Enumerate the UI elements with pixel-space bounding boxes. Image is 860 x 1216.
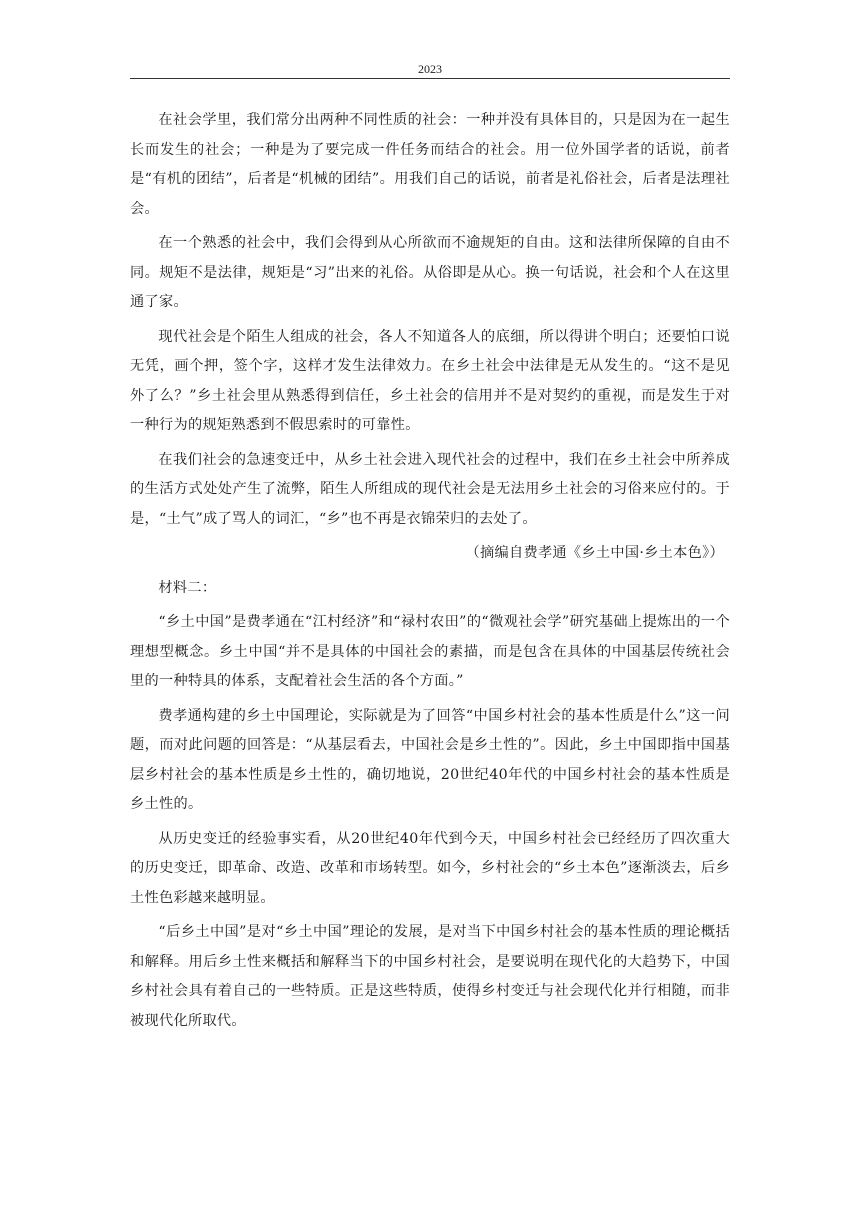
material2-paragraph-2: 费孝通构建的乡土中国理论，实际就是为了回答“中国乡村社会的基本性质是什么”这一问题，而对此问题的回答是：“从基层看去，中国社会是乡土性的”。因此，乡土中国即指中国基层乡村社会的基本性质是乡土性的，确切地说，20世纪40年代的中国乡村社会的基本性质是乡土性的。 xyxy=(130,707,730,812)
material1-source-citation: （摘编自费孝通《乡土中国·乡土本色》） xyxy=(465,545,724,561)
material1-paragraph-4: 在我们社会的急速变迁中，从乡土社会进入现代社会的过程中，我们在乡土社会中所养成的生活方式处处产生了流弊，陌生人所组成的现代社会是无法用乡土社会的习俗来应付的。于是，“土气”成了骂人的词汇，“乡”也不再是衣锦荣归的去处了。 xyxy=(130,451,730,527)
material2-label: 材料二： xyxy=(158,579,217,596)
material1-paragraph-1: 在社会学里，我们常分出两种不同性质的社会：一种并没有具体目的，只是因为在一起生长而发生的社会；一种是为了要完成一件任务而结合的社会。用一位外国学者的话说，前者是“有机的团结”，后者是“机械的团结”。用我们自己的话说，前者是礼俗社会，后者是法理社会。 xyxy=(130,112,730,217)
material2-paragraph-3: 从历史变迁的经验事实看，从20世纪40年代到今天，中国乡村社会已经经历了四次重大的历史变迁，即革命、改造、改革和市场转型。如今，乡村社会的“乡土本色”逐渐淡去，后乡土性色彩越来越明显。 xyxy=(130,830,730,906)
header-divider xyxy=(130,78,730,79)
document-body xyxy=(130,106,730,1041)
material2-paragraph-1: “乡土中国”是费孝通在“江村经济”和“禄村农田”的“微观社会学”研究基础上提炼出的一个理想型概念。乡土中国“并不是具体的中国社会的素描，而是包含在具体的中国基层传统社会里的一种特具的体系，支配着社会生活的各个方面。” xyxy=(130,614,730,689)
material1-paragraph-3: 现代社会是个陌生人组成的社会，各人不知道各人的底细，所以得讲个明白；还要怕口说无凭，画个押，签个字，这样才发生法律效力。在乡土社会中法律是无从发生的。“这不是见外了么？”乡土社会里从熟悉得到信任，乡土社会的信用并不是对契约的重视，而是发生于对一种行为的规矩熟悉到不假思索时的可靠性。 xyxy=(130,328,730,433)
page-header-year: 2023 xyxy=(418,62,442,76)
material1-paragraph-2: 在一个熟悉的社会中，我们会得到从心所欲而不逾规矩的自由。这和法律所保障的自由不同。规矩不是法律，规矩是“习”出来的礼俗。从俗即是从心。换一句话说，社会和个人在这里通了家。 xyxy=(130,235,730,310)
material2-paragraph-4: “后乡土中国”是对“乡土中国”理论的发展，是对当下中国乡村社会的基本性质的理论概括和解释。用后乡土性来概括和解释当下的中国乡村社会，是要说明在现代化的大趋势下，中国乡村社会具有着自己的一些特质。正是这些特质，使得乡村变迁与社会现代化并行相随，而非被现代化所取代。 xyxy=(130,924,730,1029)
